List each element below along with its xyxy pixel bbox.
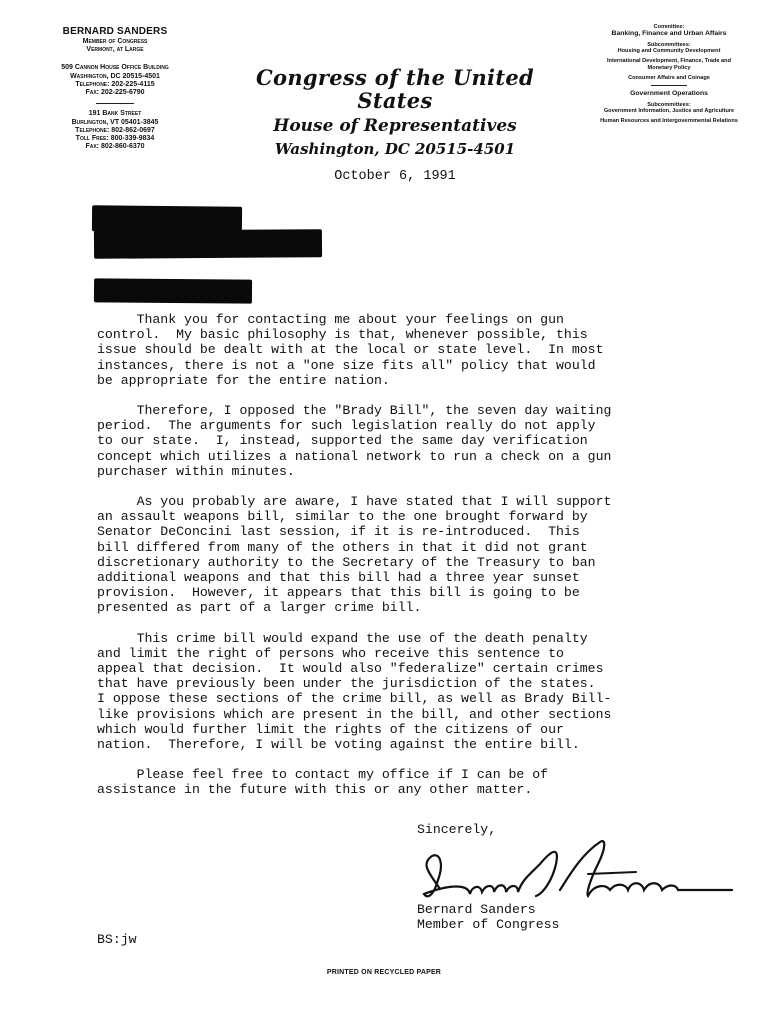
subcommittee-information: Government Information, Justice and Agriculture	[603, 107, 735, 114]
closing: Sincerely,	[417, 822, 497, 837]
dc-address1: 509 Cannon House Office Building	[61, 64, 169, 72]
committee-info	[596, 24, 742, 124]
divider	[651, 85, 687, 86]
typist-initials: BS:jw	[97, 932, 137, 947]
letter-body	[97, 312, 697, 813]
paragraph-5: Please feel free to contact my office if I can be of assistance in the future with this or any other matter.	[97, 767, 549, 798]
paragraph-4: This crime bill would expand the use of the death penalty and limit the right of persons who receive this sentence to appeal that decision. It would also "federalize" certain crimes that have previously been under the jurisdiction of the states. I oppose these sections of the crime bill, as well as Brady Bill- like provisions which are present in the bill, and other sections which would further limit the rights of the citizens of our nation. Therefore, I will be voting against the entire bill.	[97, 630, 612, 753]
subcommittee-international: International Development, Finance, Trade and Monetary Policy	[606, 58, 732, 71]
divider	[96, 103, 134, 104]
subcommittee-human-resources: Human Resources and Intergovernmental Relations	[600, 118, 738, 125]
subcommittees-label: Subcommittees:	[647, 101, 691, 108]
committee-banking: Banking, Finance and Urban Affairs	[611, 30, 727, 38]
subcommittee-housing: Housing and Community Development	[617, 48, 721, 55]
redaction-bar	[92, 205, 242, 233]
letter-date: October 6, 1991	[334, 169, 456, 185]
vt-phone: Telephone: 802-862-0697	[75, 126, 155, 134]
paragraph-1: Thank you for contacting me about your feelings on gun control. My basic philosophy is that, whenever possible, this issue should be dealt with at the local or state level. In most instances, there is not a "one size fits all" policy that would be appropriate for the entire nation.	[97, 312, 604, 388]
redaction-bar	[94, 278, 252, 303]
vt-address1: 191 Bank Street	[88, 110, 142, 118]
dc-fax: Fax: 202-225-6790	[85, 89, 145, 97]
vt-fax: Fax: 802-860-6370	[85, 143, 145, 151]
letterhead-congress: Congress of the United States	[256, 65, 534, 114]
dc-address2: Washington, DC 20515-4501	[70, 72, 160, 80]
dc-phone: Telephone: 202-225-4115	[75, 80, 155, 88]
redaction-bar	[94, 229, 322, 259]
vt-address2: Burlington, VT 05401-3845	[71, 118, 159, 126]
paragraph-2: Therefore, I opposed the "Brady Bill", the seven day waiting period. The arguments for such legislation really do not apply to our state. I, instead, supported the same day verification concept which utilizes a national network to run a check on a gun purchaser within minutes.	[97, 403, 612, 479]
paragraph-3: As you probably are aware, I have stated that I will support an assault weapons bill, similar to the one brought forward by Senator DeConcini last session, if it is re-introduced. This bill differed from many of the others in that it did not grant discretionary authority to the Secretary of the Treasury to ban additional weapons and that this bill had a three year sunset provision. However, it appears that this bill is going to be presented as part of a larger crime bill.	[97, 494, 612, 616]
committee-label: Committee:	[653, 24, 685, 30]
signature-block	[417, 902, 559, 932]
recycled-paper-note: PRINTED ON RECYCLED PAPER	[326, 969, 442, 976]
sender-title: Member of Congress	[82, 37, 148, 45]
sender-info	[40, 26, 190, 152]
vt-toll-free: Toll Free: 800-339-9834	[75, 135, 155, 143]
subcommittee-consumer: Consumer Affairs and Coinage	[628, 74, 710, 81]
committee-government: Government Operations	[630, 90, 708, 98]
signatory-title: Member of Congress	[417, 917, 560, 933]
signatory-name: Bernard Sanders	[417, 902, 536, 917]
sender-district: Vermont, at Large	[86, 46, 144, 54]
sender-name: BERNARD SANDERS	[62, 26, 168, 37]
letterhead	[230, 66, 560, 184]
letterhead-city: Washington, DC 20515-4501	[274, 140, 516, 159]
subcommittees-label: Subcommittees:	[647, 41, 691, 48]
letterhead-house: House of Representatives	[273, 116, 517, 137]
